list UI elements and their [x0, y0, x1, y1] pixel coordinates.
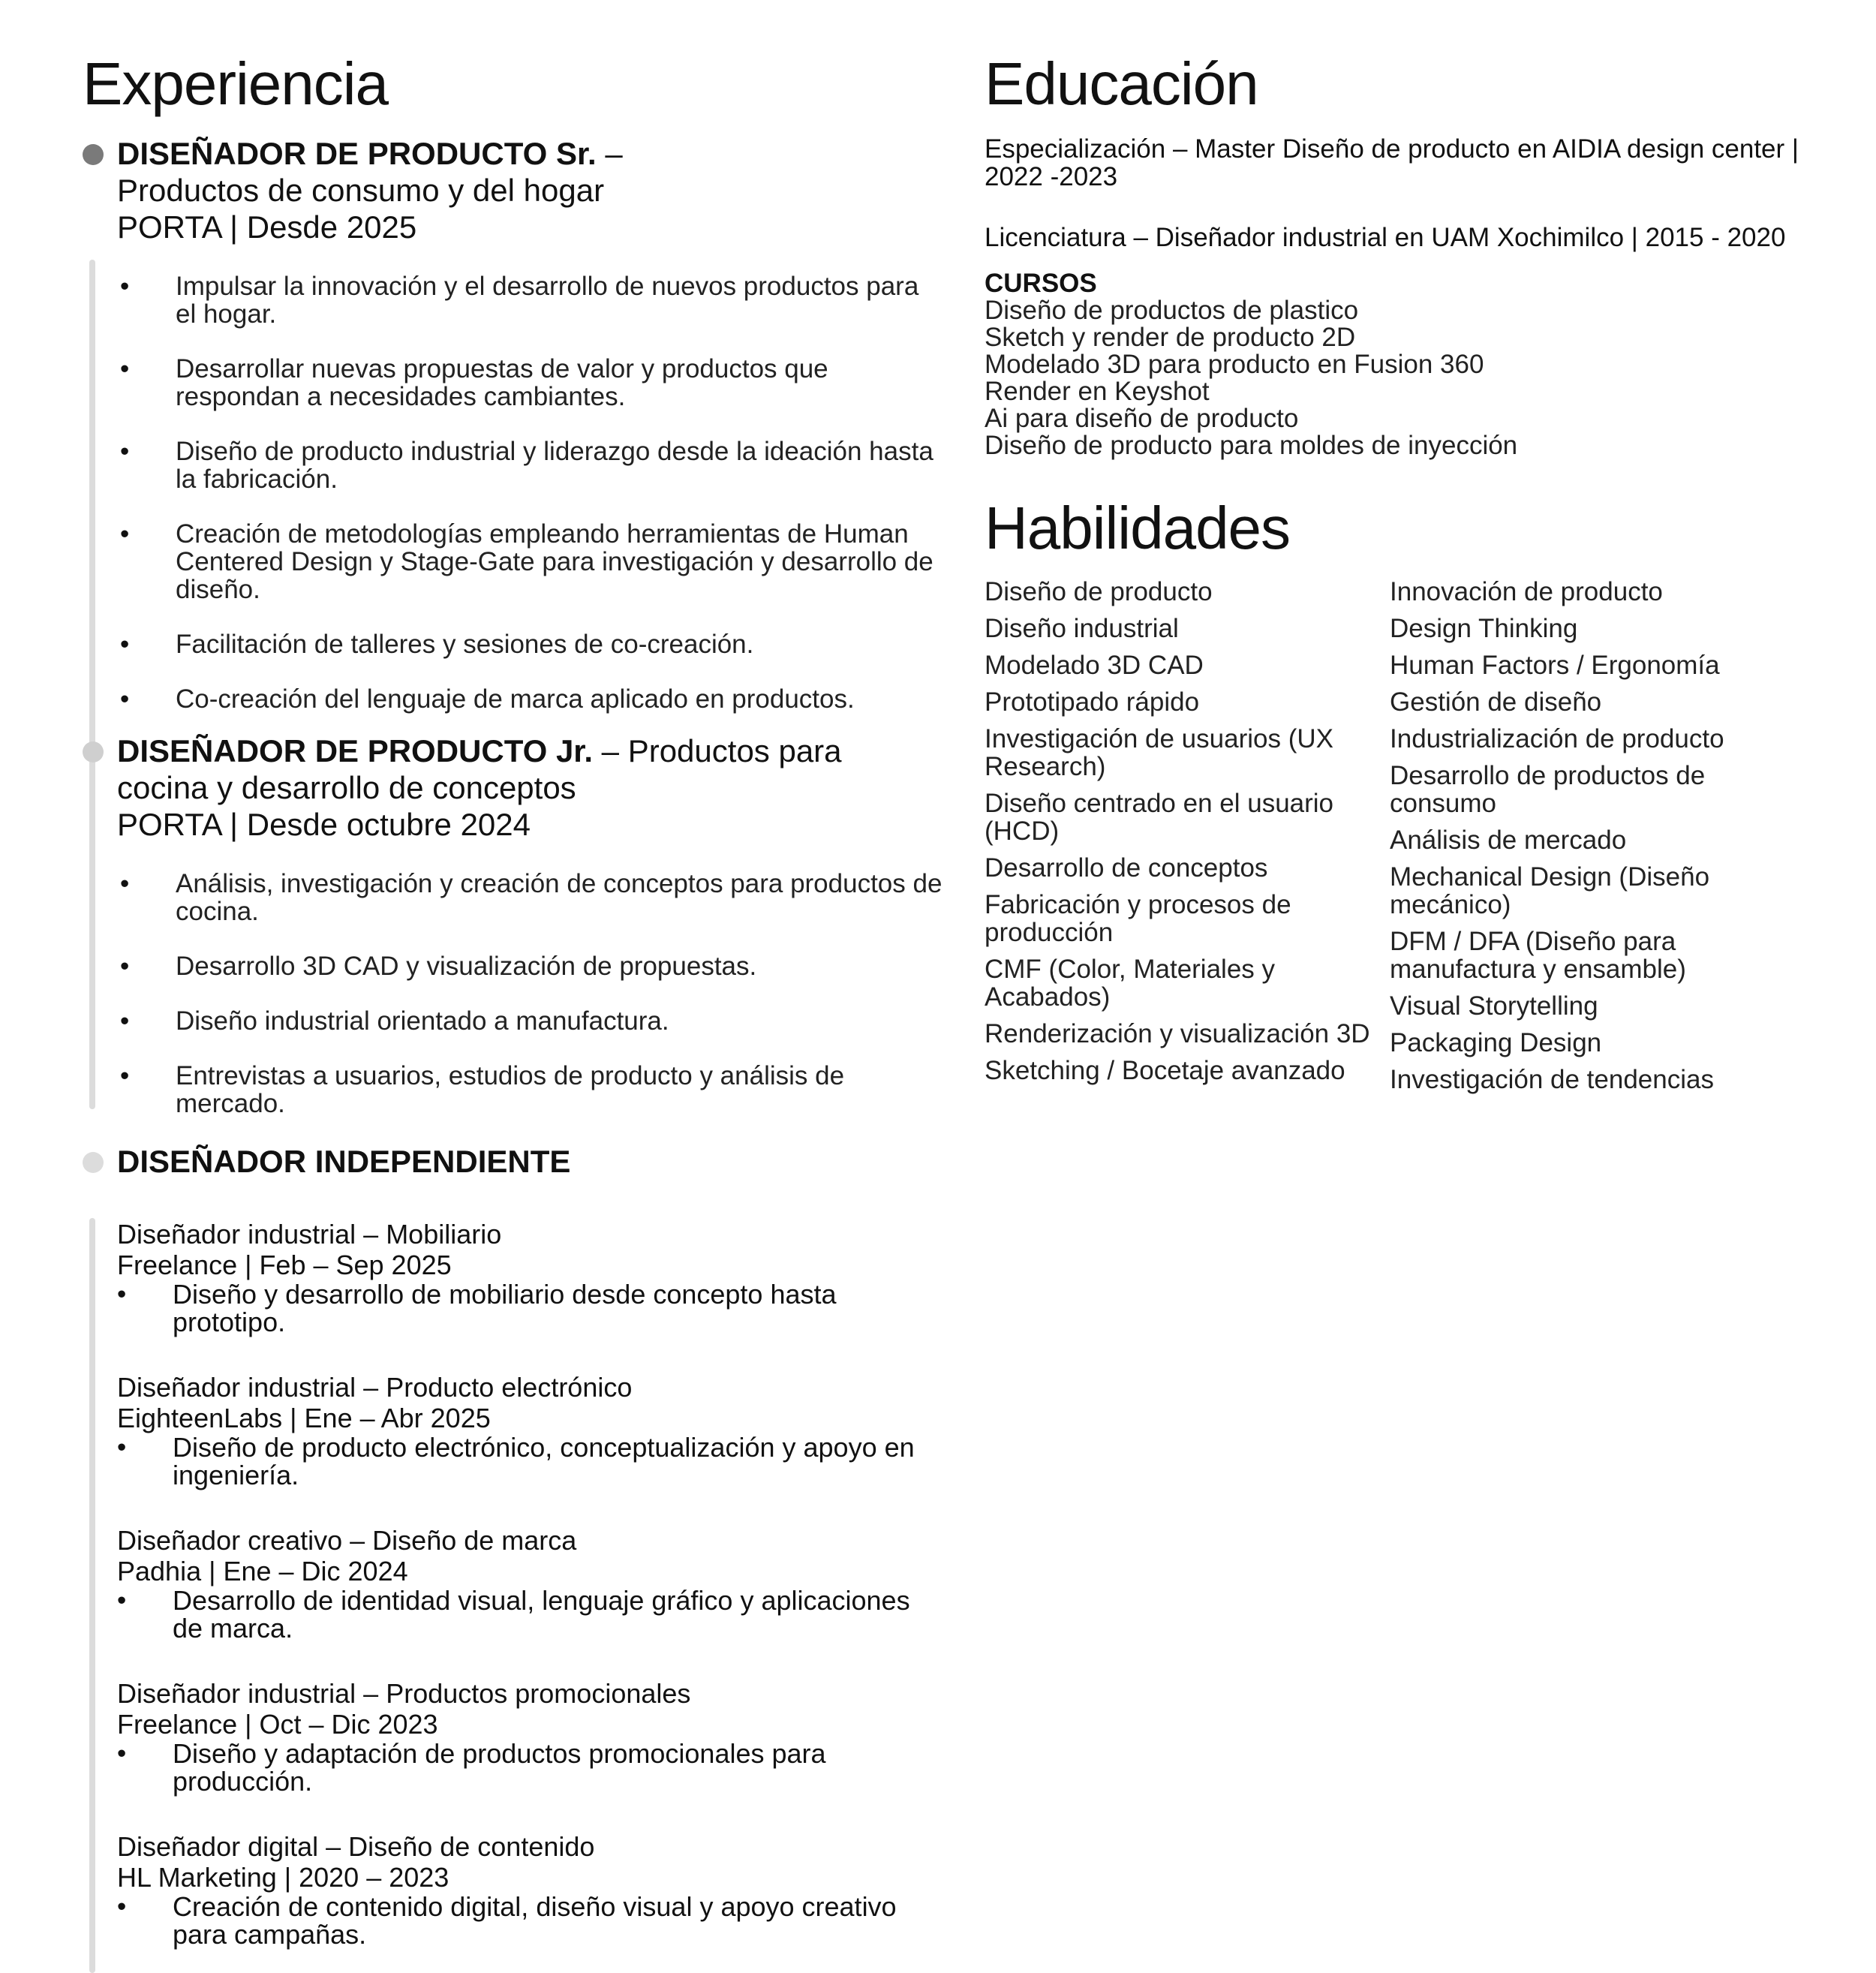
subjob-entry	[117, 1219, 946, 1336]
skills-title: Habilidades	[985, 495, 1291, 561]
list-item: • Desarrollo de identidad visual, lenguaje gráfico y aplicaciones de marca.	[117, 1587, 946, 1642]
list-item: • Diseño y desarrollo de mobiliario desde concepto hasta prototipo.	[117, 1280, 946, 1336]
job-entry	[83, 732, 946, 1117]
skill-item: Desarrollo de conceptos	[985, 853, 1268, 883]
list-item: Diseño de productos de plastico	[985, 296, 1359, 325]
skill-item: Human Factors / Ergonomía	[1390, 651, 1720, 680]
timeline-dot-icon	[83, 144, 104, 165]
job-company-date: PORTA | Desde 2025	[117, 209, 417, 245]
subjob-role: Diseñador industrial – Productos promocionales	[117, 1678, 691, 1709]
list-item: • Diseño industrial orientado a manufactura.	[120, 1007, 946, 1035]
job-bullets	[117, 272, 946, 713]
list-item: • Desarrollar nuevas propuestas de valor y productos que respondan a necesidades cambiantes.	[120, 355, 946, 411]
skill-item: Desarrollo de productos de consumo	[1390, 761, 1706, 818]
skill-item: Análisis de mercado	[1390, 826, 1627, 855]
skill-item: Investigación de usuarios (UX Research)	[985, 724, 1333, 781]
skill-item: Investigación de tendencias	[1390, 1065, 1714, 1094]
skill-item: Visual Storytelling	[1390, 991, 1598, 1021]
subjob-bullets	[117, 1433, 946, 1489]
courses-title: CURSOS	[985, 269, 1097, 298]
subjob-company: HL Marketing | 2020 – 2023	[117, 1862, 449, 1893]
subjob-company: EighteenLabs | Ene – Abr 2025	[117, 1403, 491, 1433]
timeline-line	[89, 1218, 95, 1973]
subjob-company: Padhia | Ene – Dic 2024	[117, 1556, 408, 1587]
skill-item: Industrialización de producto	[1390, 724, 1724, 753]
subjob-bullets	[117, 1587, 946, 1642]
subjob-entry	[117, 1831, 946, 1948]
subjob-role: Diseñador digital – Diseño de contenido	[117, 1831, 595, 1862]
job-entry	[83, 135, 946, 713]
skills-column	[985, 578, 1390, 1102]
skill-item: Prototipado rápido	[985, 687, 1200, 717]
list-item: • Facilitación de talleres y sesiones de co-creación.	[120, 630, 946, 658]
skill-item: Renderización y visualización 3D	[985, 1019, 1370, 1048]
skill-item: Packaging Design	[1390, 1028, 1602, 1057]
list-item: Modelado 3D para producto en Fusion 360	[985, 350, 1484, 379]
skill-item: Sketching / Bocetaje avanzado	[985, 1056, 1345, 1085]
list-item: • Diseño de producto industrial y liderazgo desde la ideación hasta la fabricación.	[120, 438, 946, 493]
list-item: • Entrevistas a usuarios, estudios de producto y análisis de mercado.	[120, 1062, 946, 1117]
timeline-line	[89, 767, 95, 1109]
experience-section	[83, 45, 946, 1948]
skill-item: Diseño industrial	[985, 614, 1179, 643]
list-item: • Co-creación del lenguaje de marca aplicado en productos.	[120, 685, 946, 713]
subjob-entry	[117, 1678, 946, 1795]
job-title: DISEÑADOR DE PRODUCTO Jr. – Productos para	[117, 733, 842, 768]
right-column	[985, 45, 1847, 1102]
skills-column	[1390, 578, 1795, 1102]
subjob-entry	[117, 1525, 946, 1642]
skill-item: Diseño de producto	[985, 577, 1213, 606]
job-subtitle: Productos de consumo y del hogar	[117, 173, 605, 208]
job-company-date: PORTA | Desde octubre 2024	[117, 807, 531, 842]
skills-grid	[985, 578, 1847, 1102]
job-title: DISEÑADOR DE PRODUCTO Sr. –	[117, 136, 623, 171]
timeline-line	[89, 260, 95, 800]
list-item: Render en Keyshot	[985, 377, 1210, 406]
list-item: Diseño de producto para moldes de inyección	[985, 431, 1518, 460]
education-item: Licenciatura – Diseñador industrial en UAM Xochimilco | 2015 - 2020	[985, 223, 1786, 252]
skill-item: Design Thinking	[1390, 614, 1578, 643]
experience-title: Experiencia	[83, 50, 389, 117]
list-item: • Impulsar la innovación y el desarrollo de nuevos productos para el hogar.	[120, 272, 946, 328]
timeline-dot-icon	[83, 741, 104, 762]
skill-item: Diseño centrado en el usuario (HCD)	[985, 789, 1334, 846]
education-title: Educación	[985, 50, 1258, 117]
list-item: • Creación de contenido digital, diseño visual y apoyo creativo para campañas.	[117, 1893, 946, 1948]
skill-item: DFM / DFA (Diseño para manufactura y ensamble)	[1390, 927, 1686, 984]
list-item: Sketch y render de producto 2D	[985, 323, 1356, 352]
list-item: • Diseño de producto electrónico, conceptualización y apoyo en ingeniería.	[117, 1433, 946, 1489]
skill-item: Mechanical Design (Diseño mecánico)	[1390, 862, 1710, 919]
subjob-bullets	[117, 1740, 946, 1795]
subjob-bullets	[117, 1893, 946, 1948]
list-item: • Análisis, investigación y creación de conceptos para productos de cocina.	[120, 870, 946, 925]
skill-item: Fabricación y procesos de producción	[985, 890, 1291, 947]
subjob-role: Diseñador industrial – Producto electrónico	[117, 1372, 633, 1403]
skill-item: Modelado 3D CAD	[985, 651, 1204, 680]
timeline-dot-icon	[83, 1152, 104, 1173]
list-item: • Creación de metodologías empleando herramientas de Human Centered Design y Stage-Gate para investigación y desarrollo de diseño.	[120, 520, 946, 603]
courses-list	[985, 297, 1847, 459]
skill-item: Innovación de producto	[1390, 577, 1663, 606]
job-entry	[83, 1143, 946, 1948]
skill-item: Gestión de diseño	[1390, 687, 1602, 717]
list-item: • Diseño y adaptación de productos promocionales para producción.	[117, 1740, 946, 1795]
list-item: • Desarrollo 3D CAD y visualización de propuestas.	[120, 952, 946, 980]
education-item: Especialización – Master Diseño de producto en AIDIA design center | 2022 -2023	[985, 134, 1799, 191]
job-title: DISEÑADOR INDEPENDIENTE	[117, 1144, 571, 1179]
subjob-entry	[117, 1372, 946, 1489]
list-item: Ai para diseño de producto	[985, 404, 1299, 433]
subjob-role: Diseñador industrial – Mobiliario	[117, 1219, 502, 1250]
skill-item: CMF (Color, Materiales y Acabados)	[985, 955, 1276, 1012]
subjob-company: Freelance | Oct – Dic 2023	[117, 1709, 438, 1740]
subjob-bullets	[117, 1280, 946, 1336]
subjob-role: Diseñador creativo – Diseño de marca	[117, 1525, 577, 1556]
job-bullets	[117, 870, 946, 1117]
job-subtitle: cocina y desarrollo de conceptos	[117, 770, 576, 805]
subjob-company: Freelance | Feb – Sep 2025	[117, 1250, 452, 1280]
